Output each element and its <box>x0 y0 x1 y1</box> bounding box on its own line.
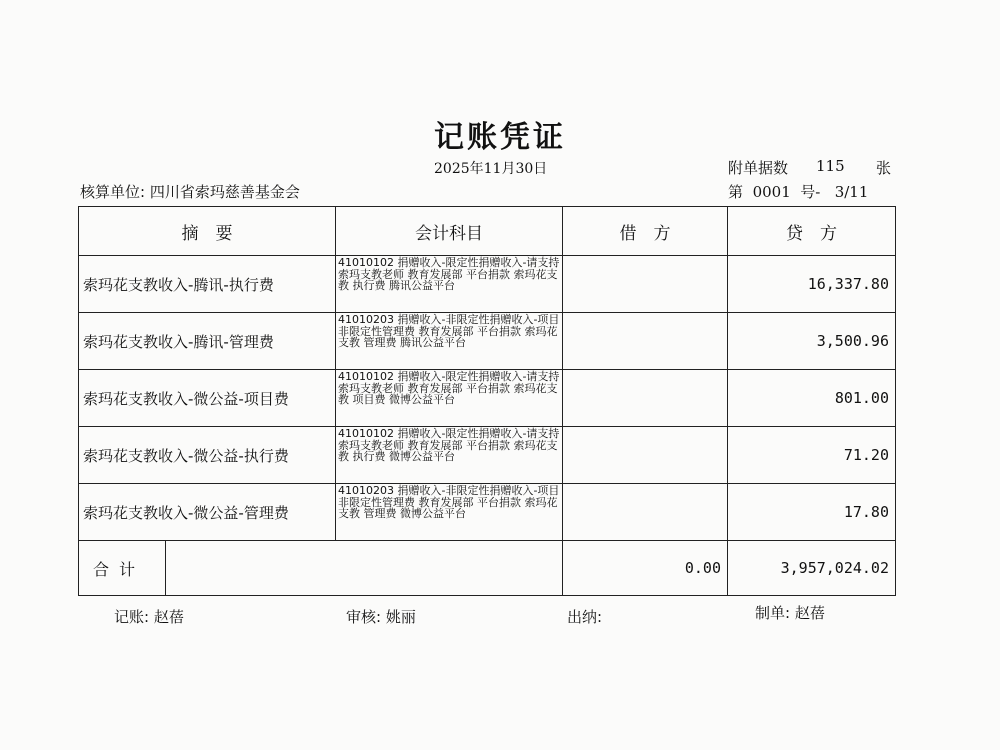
row-debit <box>563 427 728 484</box>
table-row <box>79 370 896 427</box>
document-title: 记账凭证 <box>434 120 566 155</box>
row-summary: 索玛花支教收入-微公益-执行费 <box>79 427 336 484</box>
header-credit: 贷 方 <box>728 207 896 256</box>
total-debit: 0.00 <box>563 541 728 596</box>
total-row <box>79 541 896 596</box>
total-blank <box>166 541 563 596</box>
bookkeeper-signature: 记账: 赵蓓 <box>114 608 184 626</box>
row-summary: 索玛花支教收入-腾讯-管理费 <box>79 313 336 370</box>
row-summary: 索玛花支教收入-微公益-管理费 <box>79 484 336 541</box>
row-summary: 索玛花支教收入-腾讯-执行费 <box>79 256 336 313</box>
cashier-signature: 出纳: <box>567 608 603 626</box>
attachments-count <box>728 157 892 178</box>
voucher-label: 第 <box>728 183 744 201</box>
attachments-label: 附单据数 <box>728 159 789 177</box>
voucher-suffix: 号- <box>800 183 821 201</box>
voucher-page: 3/11 <box>834 183 869 201</box>
table-row <box>79 427 896 484</box>
row-credit: 71.20 <box>728 427 896 484</box>
row-account: 41010102 捐赠收入-限定性捐赠收入-请支持索玛支教老师 教育发展部 平台捐款 索玛花支教 执行费 微博公益平台 <box>336 427 563 484</box>
header-debit: 借 方 <box>563 207 728 256</box>
table-row <box>79 313 896 370</box>
row-credit: 3,500.96 <box>728 313 896 370</box>
row-account: 41010102 捐赠收入-限定性捐赠收入-请支持索玛支教老师 教育发展部 平台捐款 索玛花支教 执行费 腾讯公益平台 <box>336 256 563 313</box>
voucher-table <box>78 206 896 596</box>
attachments-number: 115 <box>816 157 845 175</box>
row-credit: 801.00 <box>728 370 896 427</box>
header-account: 会计科目 <box>336 207 563 256</box>
voucher-number <box>728 181 868 202</box>
table-row <box>79 256 896 313</box>
row-debit <box>563 370 728 427</box>
row-debit <box>563 484 728 541</box>
row-credit: 17.80 <box>728 484 896 541</box>
total-label: 合计 <box>79 541 166 596</box>
table-row <box>79 484 896 541</box>
preparer-signature: 制单: 赵蓓 <box>755 604 825 622</box>
header-summary: 摘 要 <box>79 207 336 256</box>
total-credit: 3,957,024.02 <box>728 541 896 596</box>
row-account: 41010203 捐赠收入-非限定性捐赠收入-项目非限定性管理费 教育发展部 平台捐款 索玛花支教 管理费 微博公益平台 <box>336 484 563 541</box>
unit-name: 四川省索玛慈善基金会 <box>149 183 300 201</box>
voucher-date: 2025年11月30日 <box>434 161 548 177</box>
row-debit <box>563 256 728 313</box>
attachments-unit: 张 <box>876 159 892 177</box>
table-header <box>79 207 896 256</box>
row-summary: 索玛花支教收入-微公益-项目费 <box>79 370 336 427</box>
accounting-unit <box>80 181 300 202</box>
unit-label: 核算单位: <box>80 183 146 201</box>
row-credit: 16,337.80 <box>728 256 896 313</box>
row-account: 41010102 捐赠收入-限定性捐赠收入-请支持索玛支教老师 教育发展部 平台捐款 索玛花支教 项目费 微博公益平台 <box>336 370 563 427</box>
voucher-no: 0001 <box>752 183 791 201</box>
reviewer-signature: 审核: 姚丽 <box>346 608 416 626</box>
row-debit <box>563 313 728 370</box>
row-account: 41010203 捐赠收入-非限定性捐赠收入-项目非限定性管理费 教育发展部 平台捐款 索玛花支教 管理费 腾讯公益平台 <box>336 313 563 370</box>
